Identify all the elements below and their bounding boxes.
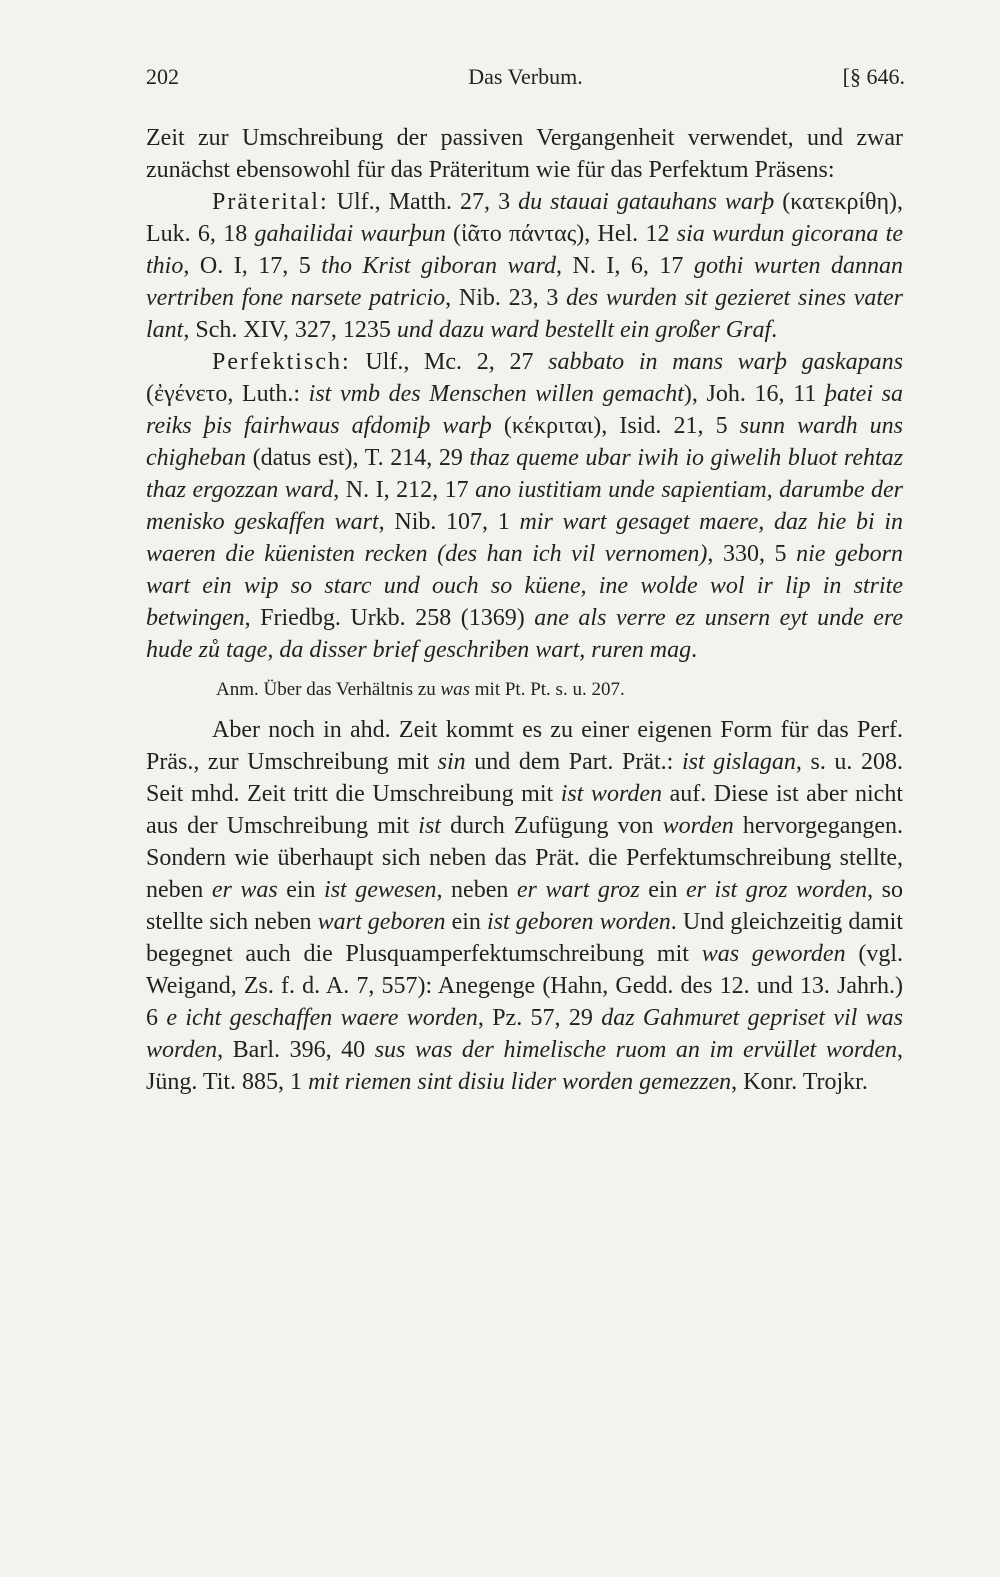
- body-text: [146, 122, 903, 1098]
- page-number: 202: [146, 64, 179, 89]
- section-reference: [§ 646.: [842, 64, 905, 89]
- label-praeterital: Präterital:: [212, 189, 329, 215]
- running-header: [146, 64, 905, 98]
- annotation-note: Anm. Über das Verhältnis zu was mit Pt. Pt. s. u. 207.: [216, 679, 625, 700]
- paragraph-praeterital: Präterital: Ulf., Matth. 27, 3 du stauai gatauhans warþ (κατεκρίθη), Luk. 6, 18 gahailidai waurþun (ἰᾶτο πάντας), Hel. 12 sia wurdun gicorana te thio, O. I, 17, 5 tho Krist giboran ward, N. I, 6, 17 gothi wurten dannan vertriben fone narsete patricio, Nib. 23, 3 des wurden sit gezieret sines vater lant, Sch. XIV, 327, 1235 und dazu ward bestellt ein großer Graf.: [146, 189, 904, 343]
- paragraph-intro: Zeit zur Umschreibung der passiven Vergangenheit verwendet, und zwar zunächst ebensowohl für das Präteritum wie für das Perfektum Präsens:: [146, 125, 903, 183]
- running-title: Das Verbum.: [468, 64, 583, 89]
- label-perfektisch: Perfektisch:: [212, 349, 351, 375]
- paragraph-perfektisch: Perfektisch: Ulf., Mc. 2, 27 sabbato in mans warþ gaskapans (ἐγένετο, Luth.: ist vmb des Menschen willen gemacht), Joh. 16, 11 þatei sa reiks þis fairhwaus afdomiþ warþ (κέκριται), Isid. 21, 5 sunn wardh uns chigheban (datus est), T. 214, 29 thaz queme ubar iwih io giwelih bluot rehtaz thaz ergozzan ward, N. I, 212, 17 ano iustitiam unde sapientiam, darumbe der menisko geskaffen wart, Nib. 107, 1 mir wart gesaget maere, daz hie bi in waeren die küenisten recken (des han ich vil vernomen), 330, 5 nie geborn wart ein wip so starc und ouch so küene, ine wolde wol ir lip in strite betwingen, Friedbg. Urkb. 258 (1369) ane als verre ez unsern eyt unde ere hude zů tage, da disser brief geschriben wart, ruren mag.: [146, 349, 904, 663]
- paragraph-perfekt-praesens: Aber noch in ahd. Zeit kommt es zu einer eigenen Form für das Perf. Präs., zur Umschreibung mit sin und dem Part. Prät.: ist gislagan, s. u. 208. Seit mhd. Zeit tritt die Umschreibung mit ist worden auf. Diese ist aber nicht aus der Umschreibung mit ist durch Zufügung von worden hervorgegangen. Sondern wie überhaupt sich neben das Prät. die Perfektumschreibung stellte, neben er was ein ist gewesen, neben er wart groz ein er ist groz worden, so stellte sich neben wart geboren ein ist geboren worden. Und gleichzeitig damit begegnet auch die Plusquamperfektumschreibung mit was geworden (vgl. Weigand, Zs. f. d. A. 7, 557): Anegenge (Hahn, Gedd. des 12. und 13. Jahrh.) 6 e icht geschaffen waere worden, Pz. 57, 29 daz Gahmuret gepriset vil was worden, Barl. 396, 40 sus was der himelische ruom an im ervüllet worden, Jüng. Tit. 885, 1 mit riemen sint disiu lider worden gemezzen, Konr. Trojkr.: [146, 717, 904, 1095]
